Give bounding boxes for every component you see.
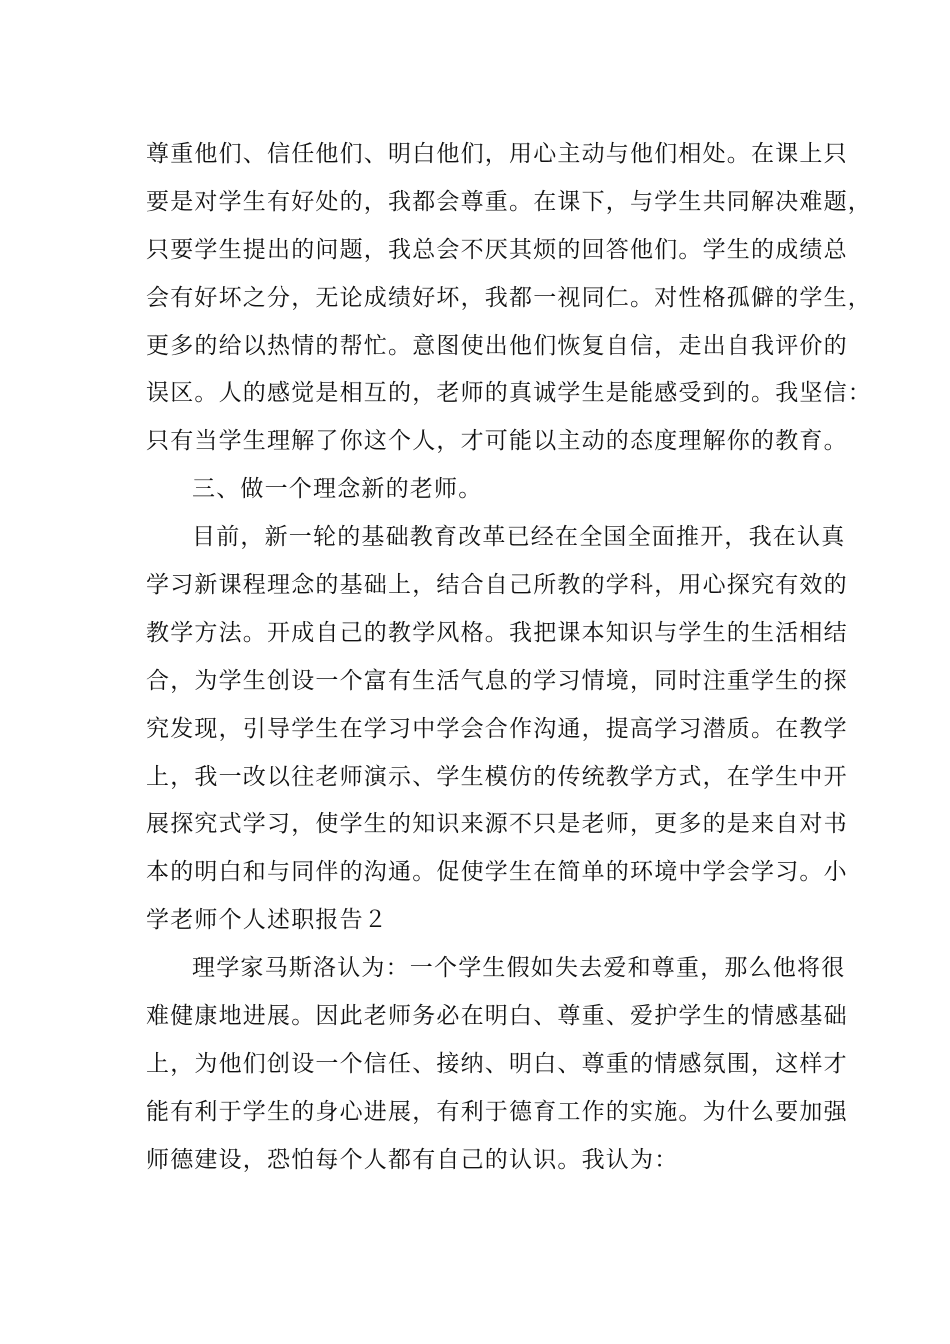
text-line: 学习新课程理念的基础上，结合自己所教的学科，用心探究有效的: [146, 572, 848, 599]
text-line: 只要学生提出的问题，我总会不厌其烦的回答他们。学生的成绩总: [146, 236, 848, 263]
text-line: 师德建设，恐怕每个人都有自己的认识。我认为：: [146, 1146, 679, 1173]
text-line: 展探究式学习，使学生的知识来源不只是老师，更多的是来自对书: [146, 811, 848, 838]
text-line: 难健康地进展。因此老师务必在明白、尊重、爱护学生的情感基础: [146, 1003, 848, 1030]
text-line: 究发现，引导学生在学习中学会合作沟通，提高学习潜质。在教学: [146, 715, 848, 742]
body-text: [146, 131, 872, 1185]
text-line: 上，我一改以往老师演示、学生模仿的传统教学方式，在学生中开: [146, 763, 848, 790]
text-line: 尊重他们、信任他们、明白他们，用心主动与他们相处。在课上只: [146, 141, 848, 167]
text-line: 上，为他们创设一个信任、接纳、明白、尊重的情感氛围，这样才: [146, 1050, 848, 1077]
text-line: 本的明白和与同伴的沟通。促使学生在简单的环境中学会学习。小: [146, 859, 848, 886]
text-line: 目前，新一轮的基础教育改革已经在全国全面推开，我在认真: [192, 524, 846, 551]
text-line: 会有好坏之分，无论成绩好坏，我都一视同仁。对性格孤僻的学生，: [146, 284, 872, 311]
text-line: 更多的给以热情的帮忙。意图使出他们恢复自信，走出自我评价的: [146, 332, 848, 359]
text-line: 学老师个人述职报告２: [146, 907, 388, 934]
text-line: 能有利于学生的身心进展，有利于德育工作的实施。为什么要加强: [146, 1098, 848, 1125]
section-heading: 三、做一个理念新的老师。: [192, 476, 483, 503]
text-line: 要是对学生有好处的，我都会尊重。在课下，与学生共同解决难题，: [146, 188, 872, 215]
text-line: 教学方法。开成自己的教学风格。我把课本知识与学生的生活相结: [146, 619, 848, 646]
text-line: 合，为学生创设一个富有生活气息的学习情境，同时注重学生的探: [146, 667, 848, 694]
text-line: 理学家马斯洛认为：一个学生假如失去爱和尊重，那么他将很: [192, 955, 846, 982]
text-line: 只有当学生理解了你这个人，才可能以主动的态度理解你的教育。: [146, 428, 848, 455]
text-line: 误区。人的感觉是相互的，老师的真诚学生是能感受到的。我坚信：: [146, 380, 872, 407]
